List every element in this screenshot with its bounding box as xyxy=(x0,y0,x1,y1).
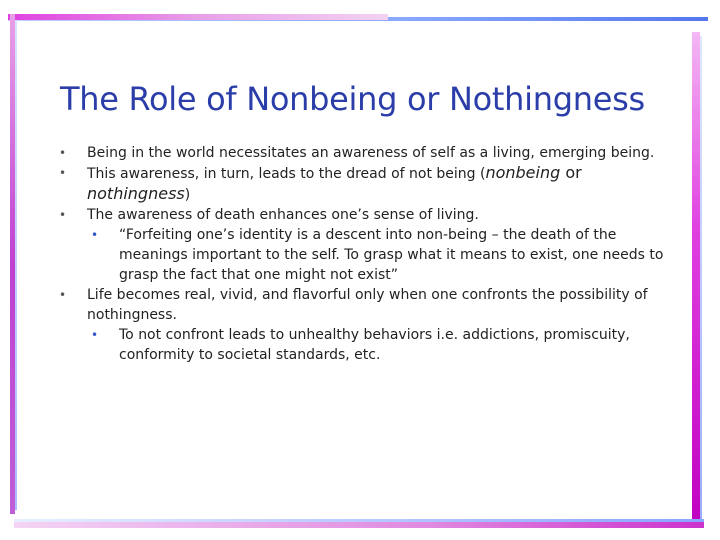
slide-title: The Role of Nonbeing or Nothingness xyxy=(60,80,645,118)
decorative-right-pink-bar xyxy=(692,32,700,528)
bullet-item xyxy=(56,205,666,285)
slide-content xyxy=(56,143,666,365)
sub-bullet-list xyxy=(87,325,666,365)
bullet-text: ) xyxy=(184,187,191,203)
bullet-emphasis-nonbeing: nonbeing xyxy=(485,163,561,182)
decorative-top-pink-bar xyxy=(8,14,388,20)
bullet-text: The awareness of death enhances one’s sense of living. xyxy=(87,207,479,223)
bullet-emphasis-nothingness: nothingness xyxy=(87,184,185,203)
bullet-list xyxy=(56,143,666,365)
bullet-text: or xyxy=(560,163,582,182)
sub-bullet-text: To not confront leads to unhealthy behaviors i.e. addictions, promiscuity, conformity to societal standards, etc. xyxy=(119,327,630,363)
sub-bullet-item xyxy=(87,225,666,285)
decorative-left-pink-bar xyxy=(10,14,15,514)
bullet-item xyxy=(56,285,666,365)
bullet-text: Being in the world necessitates an awareness of self as a living, emerging being. xyxy=(87,145,655,161)
bullet-item xyxy=(56,163,666,205)
bullet-item xyxy=(56,143,666,163)
sub-bullet-item xyxy=(87,325,666,365)
sub-bullet-text: “Forfeiting one’s identity is a descent into non-being – the death of the meanings important to the self. To grasp what it means to exist, one needs to grasp the fact that one might not exist” xyxy=(119,227,664,283)
bullet-text: Life becomes real, vivid, and flavorful only when one confronts the possibility of nothingness. xyxy=(87,287,648,323)
decorative-bottom-pink-bar xyxy=(14,522,704,528)
bullet-text: This awareness, in turn, leads to the dread of not being ( xyxy=(87,166,486,182)
sub-bullet-list xyxy=(87,225,666,285)
